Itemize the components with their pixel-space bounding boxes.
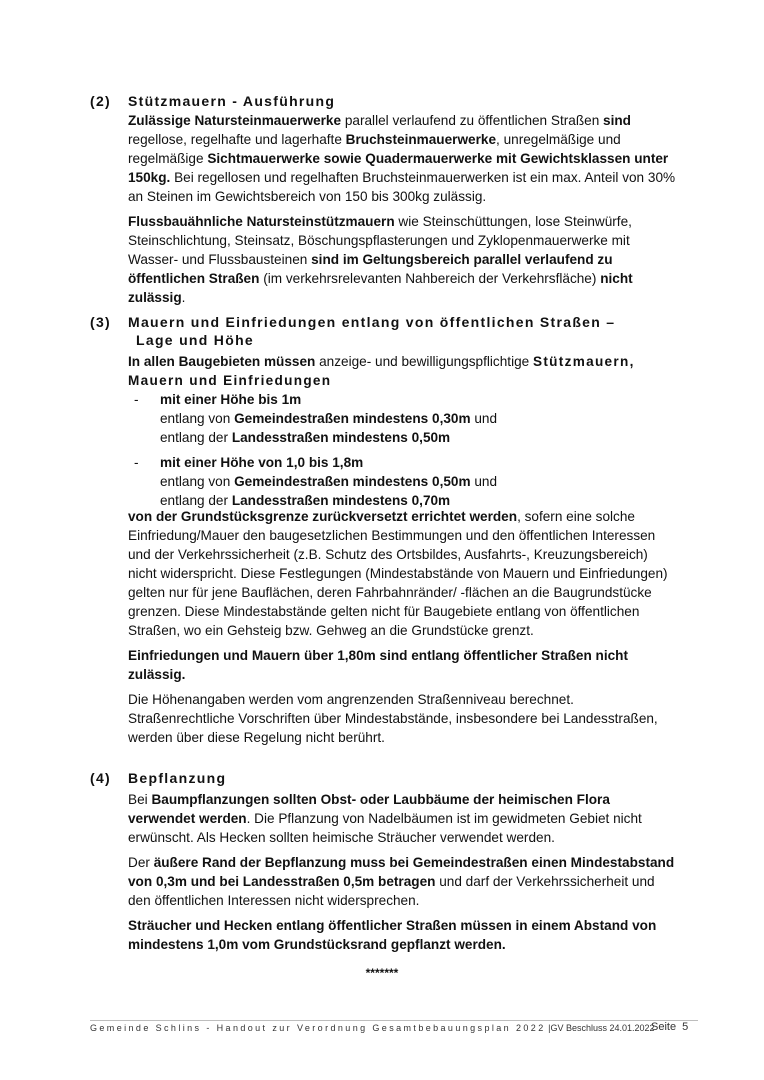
bold-text-run: Bruchsteinmauerwerke: [345, 132, 497, 147]
list-dash: -: [134, 455, 139, 470]
bold-text-run: Landesstraßen mindestens 0,70m: [231, 493, 451, 508]
footer-resolution: |GV Beschluss 24.01.2022: [548, 1023, 655, 1033]
section-3-title-line-1: Mauern und Einfriedungen entlang von öffentlichen Straßen –: [128, 314, 616, 330]
text-run: (im verkehrsrelevanten Nahbereich der Verkehrsfläche): [259, 271, 601, 286]
list-item-line: [160, 428, 664, 447]
text-run: Der: [128, 855, 154, 870]
text-run: regellose, regelhafte und lagerhafte: [128, 132, 346, 147]
section-3-heading: [90, 313, 615, 349]
text-run: und darf der Verkehrssicherheit und den öffentlichen Interessen nicht widersprechen.: [128, 874, 655, 908]
max-height-paragraph: Einfriedungen und Mauern über 1,80m sind entlang öffentlicher Straßen nicht zulässig.: [128, 648, 629, 682]
section-4-body: [128, 790, 680, 954]
text-run: Bei: [128, 792, 152, 807]
footer: [90, 1023, 655, 1033]
section-3-number: (3): [90, 314, 112, 330]
list-item: [134, 453, 664, 510]
section-3-body: [128, 507, 680, 747]
bold-text-run: von der Grundstücksgrenze zurückversetzt errichtet werden: [128, 509, 518, 524]
section-3-title-line-2: Lage und Höhe: [136, 332, 255, 348]
bold-text-run: Gemeindestraßen mindestens 0,30m: [234, 411, 471, 426]
list-item-line: [160, 409, 664, 428]
bold-text-run: In allen Baugebieten müssen: [128, 354, 316, 369]
section-3-intro: [128, 352, 680, 390]
bold-text-run: Gemeindestraßen mindestens 0,50m: [234, 474, 471, 489]
list-dash: -: [134, 392, 139, 407]
section-4-heading: [90, 769, 226, 787]
section-4-paragraph-1: [128, 790, 680, 847]
text-run: entlang der: [160, 430, 232, 445]
text-run: . Die Pflanzung von Nadelbäumen ist im gewidmeten Gebiet nicht erwünscht. Als Hecken sollten heimische Sträucher verwendet werden.: [128, 811, 642, 845]
section-2-paragraph-1: [128, 111, 680, 206]
text-run: und: [470, 411, 498, 426]
text-run: , unregelmäßige und regelmäßige: [128, 132, 621, 166]
section-2-body: [128, 111, 680, 307]
list-item-line: [160, 472, 664, 491]
section-4-paragraph-2: [128, 853, 680, 910]
section-2-paragraph-2: [128, 212, 680, 307]
list-item-heading: mit einer Höhe bis 1m: [160, 392, 302, 407]
text-run: entlang von: [160, 411, 235, 426]
bold-text-run: äußere Rand der Bepflanzung muss bei Gemeindestraßen einen Mindestabstand von 0,3m und bei Landesstraßen 0,5m betragen: [128, 855, 675, 889]
section-4-paragraph-3: Sträucher und Hecken entlang öffentlicher Straßen müssen in einem Abstand von mindestens 1,0m vom Grundstücksrand gepflanzt werden.: [128, 918, 657, 952]
bold-text-run: Landesstraßen mindestens 0,50m: [231, 430, 451, 445]
text-run: Bei regellosen und regelhaften Bruchsteinmauerwerken ist ein max. Anteil von 30% an Steinen im Gewichtsbereich von 150 bis 300kg zulässig.: [128, 170, 676, 204]
end-mark: *******: [365, 966, 399, 980]
page-number-value: 5: [682, 1021, 689, 1033]
bold-text-run: sind: [603, 113, 631, 128]
section-2-heading: [90, 92, 335, 110]
text-run: , sofern eine solche Einfriedung/Mauer den baugesetzlichen Bestimmungen und den öffentlichen Interessen und der Verkehrssicherheit (z.B. Schutz des Ortsbildes, Ausfahrts-, Kreuzungsbereich) nicht widerspricht. Diese Festlegungen (Mindestabstände von Mauern und Einfriedungen) gelten nur für jene Bauflächen, deren Fahrbahnränder/ -flächen an die Baugrundstücke grenzen. Diese Mindestabstände gelten nicht für Baugebiete entlang von öffentlichen Straßen, wo ein Gehsteig bzw. Gehweg an die Grundstücke grenzt.: [128, 509, 668, 638]
text-run: anzeige- und bewilligungspflichtige: [315, 354, 533, 369]
text-run: entlang der: [160, 493, 232, 508]
footer-divider: [90, 1020, 698, 1021]
section-4-title: Bepflanzung: [128, 770, 227, 786]
bold-text-run: Zulässige Natursteinmauerwerke: [128, 113, 342, 128]
list-item-heading: mit einer Höhe von 1,0 bis 1,8m: [160, 455, 364, 470]
bold-text-run: nicht zulässig: [128, 271, 633, 305]
page-number: [651, 1021, 688, 1033]
bold-text-run: Stützmauern, Mauern und Einfriedungen: [128, 354, 635, 388]
section-3-intro-paragraph: [128, 352, 680, 390]
bold-text-run: Baumpflanzungen sollten Obst- oder Laubbäume der heimischen Flora verwendet werden: [128, 792, 610, 826]
section-2-title: Stützmauern - Ausführung: [128, 93, 336, 109]
text-run: .: [181, 290, 186, 305]
page-label: Seite: [651, 1021, 677, 1033]
section-4-number: (4): [90, 770, 112, 786]
text-run: parallel verlaufend zu öffentlichen Straßen: [341, 113, 604, 128]
text-run: wie Steinschüttungen, lose Steinwürfe, Steinschlichtung, Steinsatz, Böschungspflasterungen und Zyklopenmauerwerke mit Wasser- und Flussbausteinen: [128, 214, 632, 267]
bold-text-run: Sichtmauerwerke sowie Quadermauerwerke mit Gewichtsklassen unter 150kg.: [128, 151, 669, 185]
height-list: [134, 390, 664, 510]
bold-text-run: sind im Geltungsbereich parallel verlaufend zu öffentlichen Straßen: [128, 252, 613, 286]
bold-text-run: Flussbauähnliche Natursteinstützmauern: [128, 214, 395, 229]
list-item: [134, 390, 664, 447]
footer-text: Gemeinde Schlins - Handout zur Verordnung Gesamtbebauungsplan 2022: [90, 1023, 546, 1033]
text-run: und: [470, 474, 498, 489]
setback-paragraph: [128, 507, 680, 640]
section-2-number: (2): [90, 93, 112, 109]
text-run: entlang von: [160, 474, 235, 489]
height-reference-paragraph: Die Höhenangaben werden vom angrenzenden Straßenniveau berechnet. Straßenrechtliche Vorschriften über Mindestabstände, insbesondere bei Landesstraßen, werden über diese Regelung nicht berührt.: [128, 692, 658, 745]
